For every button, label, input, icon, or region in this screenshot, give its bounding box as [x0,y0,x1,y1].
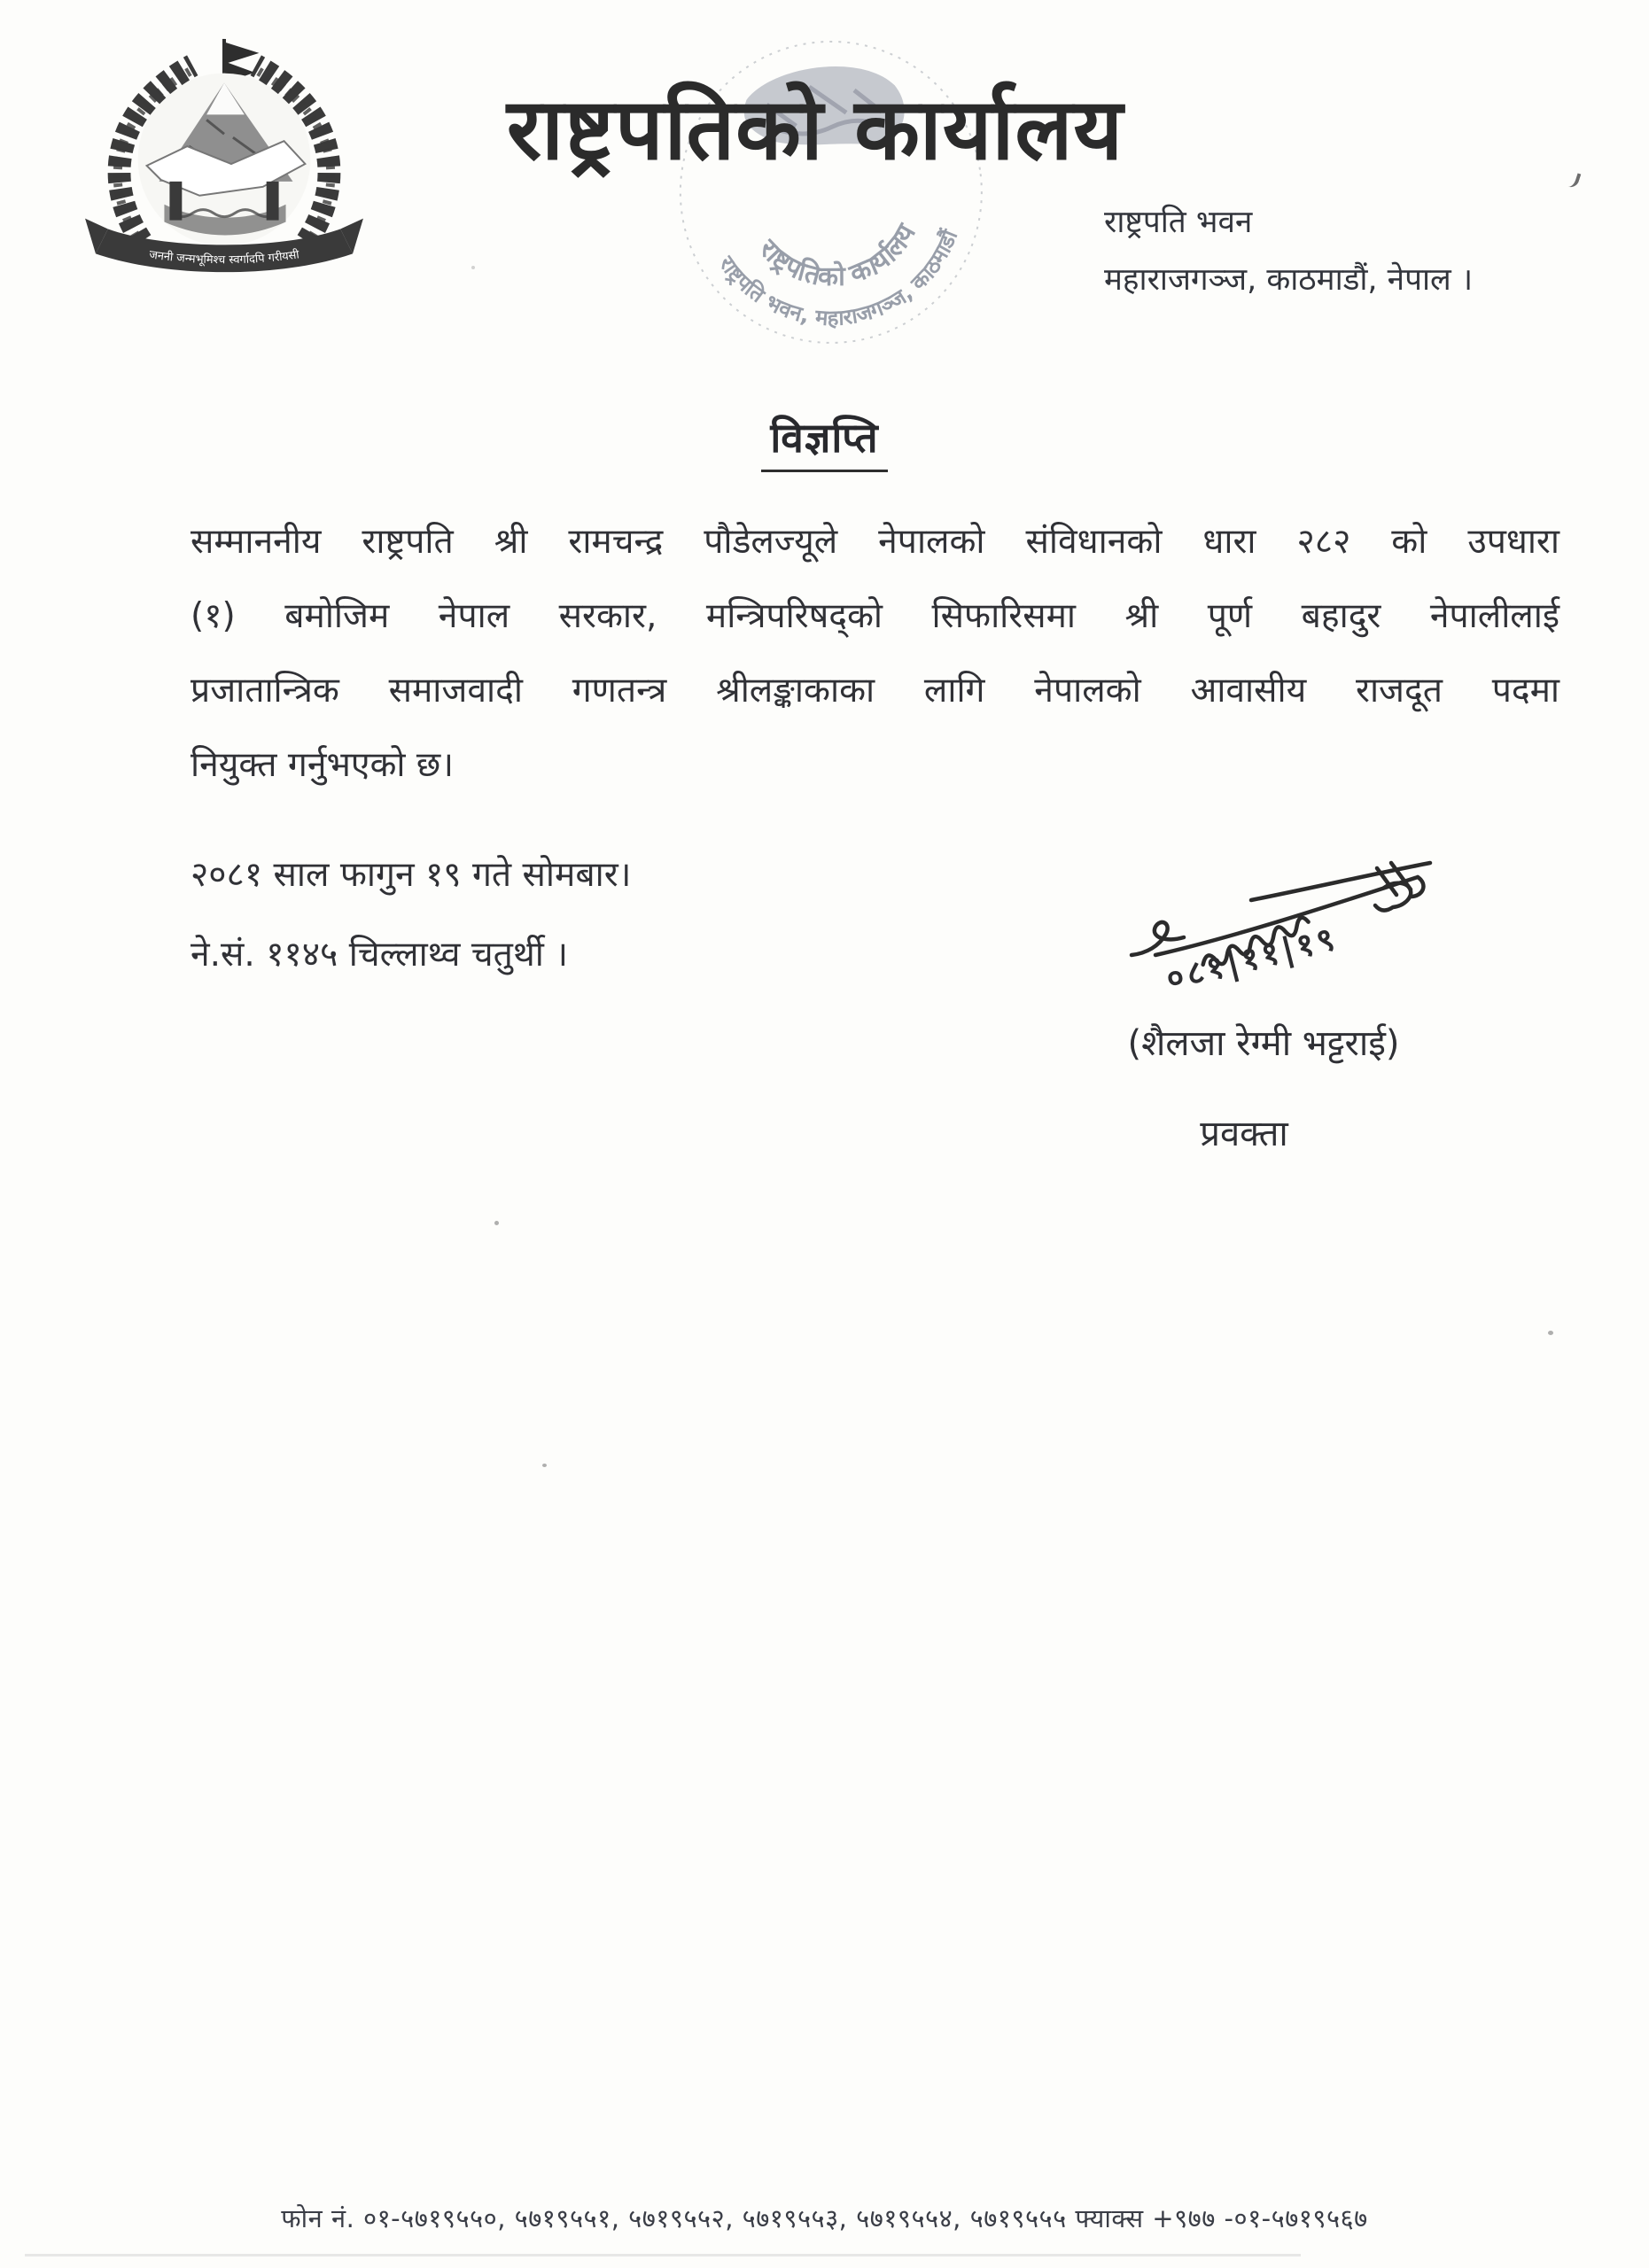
body-line-2: (१) बमोजिम नेपाल सरकार, मन्त्रिपरिषद्को सिफारिसमा श्री पूर्ण बहादुर नेपालीलाई [191,596,1560,636]
stamp-arc-inner-text: राष्ट्रपतिको कार्यालय [752,219,922,293]
address-line-2: महाराजगञ्ज, काठमाडौं, नेपाल । [1104,262,1474,298]
signatory-name: (शैलजा रेग्मी भट्टराई) [1127,1023,1400,1064]
footer-contact-line: फोन नं. ०१-५७१९५५०, ५७१९५५१, ५७१९५५२, ५७१९५५३, ५७१९५५४, ५७१९५५५ फ्याक्स +९७७ -०१-५७१९५६७ [281,2203,1368,2233]
scan-speck [494,1221,499,1225]
body-line-3: प्रजातान्त्रिक समाजवादी गणतन्त्र श्रीलङ्काकाका लागि नेपालको आवासीय राजदूत पदमा [191,671,1560,711]
scan-speck [471,266,475,269]
address-line-1: राष्ट्रपति भवन [1104,205,1253,240]
office-title: राष्ट्रपतिको कार्यालय [506,80,1124,179]
signatory-title: प्रवक्ता [1200,1114,1288,1154]
scan-speck [542,1464,547,1467]
date-line-nepal-sambat: ने.सं. ११४५ चिल्लाथ्व चतुर्थी । [191,935,569,975]
date-line-bs: २०८१ साल फागुन १९ गते सोमबार। [191,855,632,895]
handwritten-date: ०८१|११|१९ [1162,919,1342,998]
signature-scribble [1118,856,1464,1024]
notice-heading-row [0,409,1649,472]
body-line-4: नियुक्त गर्नुभएको छ। [191,745,455,785]
stamp-arc-outer-text: राष्ट्रपति भवन, महाराजगञ्ज, काठमाडौं [713,226,963,331]
nepal-coat-of-arms-logo [82,32,367,296]
office-seal-stamp [633,0,1028,384]
scan-mark [1565,170,1582,189]
emblem-motto: जननी जन्मभूमिश्च स्वर्गादपि गरीयसी [148,248,300,268]
scan-speck [1548,1331,1553,1335]
body-line-1: सम्माननीय राष्ट्रपति श्री रामचन्द्र पौडेलज्यूले नेपालको संविधानको धारा २८२ को उपधारा [191,522,1560,562]
notice-heading: विज्ञप्ति [761,409,887,472]
scan-edge-shadow [25,2254,1301,2256]
office-address [1104,200,1473,299]
